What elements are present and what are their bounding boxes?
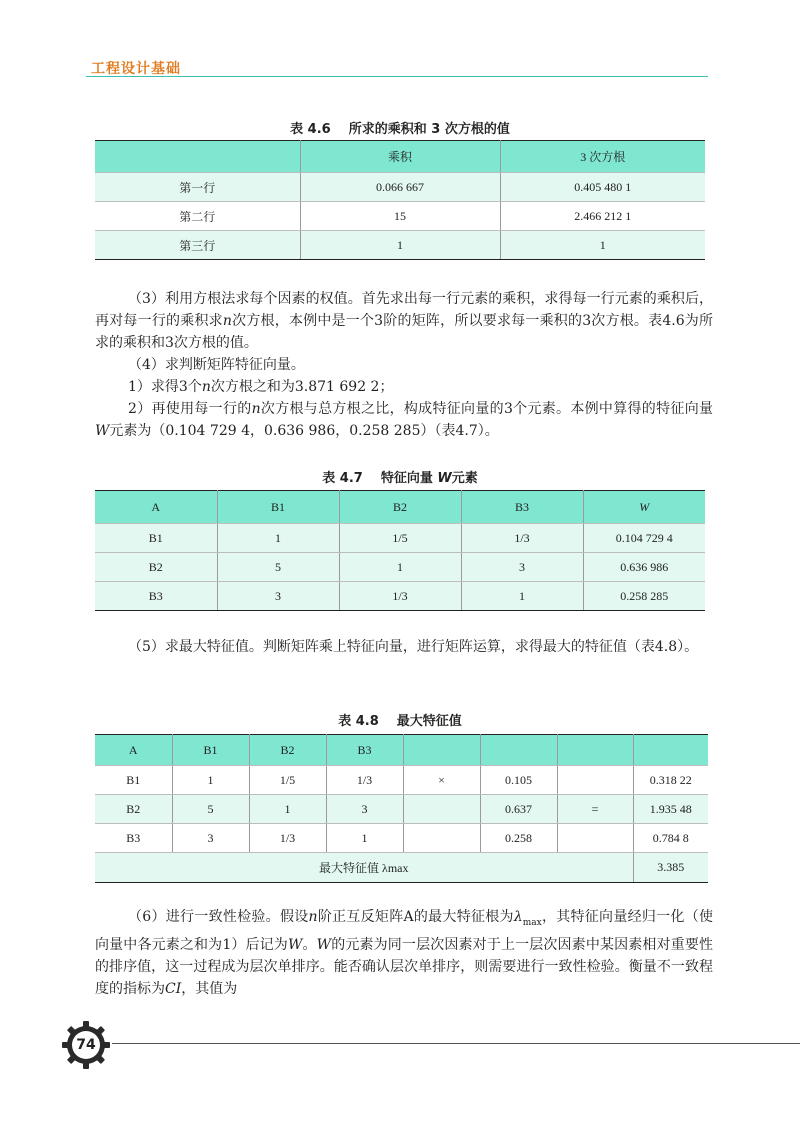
table-cell: 1 — [249, 795, 326, 824]
table-header-row — [95, 491, 705, 524]
header-cell: B2 — [249, 735, 326, 766]
table-cell: 1 — [500, 231, 705, 260]
multiply-sign: × — [403, 766, 480, 795]
table-cell: 第一行 — [95, 173, 300, 202]
table-header-row — [95, 735, 708, 766]
table-row — [95, 766, 708, 795]
table-4-6-caption — [0, 118, 800, 137]
table-cell: B1 — [95, 524, 217, 553]
table-row — [95, 173, 705, 202]
header-cell — [633, 735, 708, 766]
table-cell: 5 — [217, 553, 339, 582]
table-cell: 第三行 — [95, 231, 300, 260]
header-cell: B3 — [461, 491, 583, 524]
table-cell — [403, 795, 480, 824]
table-cell: B1 — [95, 766, 172, 795]
table-cell: 1 — [300, 231, 500, 260]
table-cell: 1/5 — [249, 766, 326, 795]
page-number: 74 — [76, 1037, 96, 1053]
table-cell: 1/3 — [249, 824, 326, 853]
table-cell: 1 — [172, 766, 249, 795]
table-cell: 2.466 212 1 — [500, 202, 705, 231]
header-cell — [480, 735, 557, 766]
header-cell: B1 — [217, 491, 339, 524]
table-row — [95, 202, 705, 231]
header-cell: 3 次方根 — [500, 141, 705, 173]
table-4-8-caption — [0, 710, 800, 729]
book-title: 工程设计基础 — [91, 61, 181, 77]
table-cell: 1/3 — [326, 766, 403, 795]
table-cell: 15 — [300, 202, 500, 231]
paragraph: 1）求得3个n次方根之和为3.871 692 2； — [128, 379, 394, 395]
body-text-section-1 — [95, 288, 713, 442]
table-cell: 3 — [172, 824, 249, 853]
table-4-7-caption — [0, 467, 800, 486]
header-cell: B2 — [339, 491, 461, 524]
table-cell: 0.636 986 — [583, 553, 705, 582]
table-cell: 0.405 480 1 — [500, 173, 705, 202]
table-row — [95, 553, 705, 582]
table-cell: 1.935 48 — [633, 795, 708, 824]
footer-divider — [112, 1043, 800, 1044]
table-cell: 3 — [461, 553, 583, 582]
table-cell: B2 — [95, 553, 217, 582]
caption-variable: W — [437, 471, 452, 486]
table-row — [95, 582, 705, 611]
caption-title: 特征向量 — [380, 471, 433, 486]
table-cell: 1 — [461, 582, 583, 611]
header-cell — [95, 141, 300, 173]
table-cell: 0.258 — [480, 824, 557, 853]
paragraph: 2）再使用每一行的n次方根与总方根之比，构成特征向量的3个元素。本例中算得的特征向量W元素为（0.104 729 4，0.636 986，0.258 285）（表4.7）。 — [95, 401, 713, 439]
table-cell — [557, 824, 633, 853]
table-4-8 — [95, 734, 708, 883]
equals-sign: = — [557, 795, 633, 824]
table-cell: 5 — [172, 795, 249, 824]
table-cell: 0.104 729 4 — [583, 524, 705, 553]
header-cell: 乘积 — [300, 141, 500, 173]
paragraph: （4）求判断矩阵特征向量。 — [128, 357, 305, 373]
table-cell: 1 — [217, 524, 339, 553]
max-eigenvalue-value: 3.385 — [633, 853, 708, 883]
body-text-section-3 — [95, 906, 713, 1000]
paragraph: （3）利用方根法求每个因素的权值。首先求出每一行元素的乘积，求得每一行元素的乘积后，再对每一行的乘积求n次方根，本例中是一个3阶的矩阵，所以要求每一乘积的3次方根。表4.6为所求的乘积和3次方根的值。 — [95, 291, 714, 351]
header-cell: A — [95, 491, 217, 524]
header-cell: A — [95, 735, 172, 766]
table-cell: 0.258 285 — [583, 582, 705, 611]
table-cell: 0.105 — [480, 766, 557, 795]
summary-row — [95, 853, 708, 883]
body-text-section-2 — [95, 636, 713, 658]
table-row — [95, 824, 708, 853]
table-cell: 0.637 — [480, 795, 557, 824]
caption-title: 最大特征值 — [396, 714, 462, 729]
header-divider — [86, 76, 708, 77]
caption-tail: 元素 — [451, 471, 478, 486]
caption-number: 表 4.8 — [338, 714, 379, 729]
table-cell: 1 — [339, 553, 461, 582]
header-cell: W — [583, 491, 705, 524]
paragraph: （5）求最大特征值。判断矩阵乘上特征向量，进行矩阵运算，求得最大的特征值（表4.8）。 — [128, 639, 699, 655]
table-cell: 0.784 8 — [633, 824, 708, 853]
max-eigenvalue-label: 最大特征值 λmax — [95, 853, 633, 883]
header-cell: B1 — [172, 735, 249, 766]
caption-number: 表 4.6 — [290, 122, 331, 137]
table-cell — [557, 766, 633, 795]
table-cell: B2 — [95, 795, 172, 824]
caption-number: 表 4.7 — [322, 471, 363, 486]
paragraph: （6）进行一致性检验。假设n阶正互反矩阵A的最大特征根为$\lambda_{max}$，其特征向量经归一化（使向量中各元素之和为1）后记为W。W的元素为同一层次因素对于上一层次因素中某因素相对重要性的排序值，这一过程成为层次单排序。能否确认层次单排序，则需要进行一致性检验。衡量不一致程度的指标为CI，其值为 — [95, 909, 713, 997]
header-cell — [403, 735, 480, 766]
table-row — [95, 524, 705, 553]
header-cell — [557, 735, 633, 766]
table-cell: 3 — [217, 582, 339, 611]
caption-title: 所求的乘积和 3 次方根的值 — [348, 122, 510, 137]
table-row — [95, 795, 708, 824]
table-header-row — [95, 141, 705, 173]
table-4-6 — [95, 140, 705, 260]
table-cell: 3 — [326, 795, 403, 824]
header-cell: B3 — [326, 735, 403, 766]
table-cell — [403, 824, 480, 853]
table-row — [95, 231, 705, 260]
table-4-7 — [95, 490, 705, 611]
table-cell: 1 — [326, 824, 403, 853]
table-cell: B3 — [95, 582, 217, 611]
table-cell: 1/3 — [461, 524, 583, 553]
table-cell: 1/5 — [339, 524, 461, 553]
table-cell: 1/3 — [339, 582, 461, 611]
table-cell: 第二行 — [95, 202, 300, 231]
table-cell: 0.318 22 — [633, 766, 708, 795]
table-cell: 0.066 667 — [300, 173, 500, 202]
table-cell: B3 — [95, 824, 172, 853]
